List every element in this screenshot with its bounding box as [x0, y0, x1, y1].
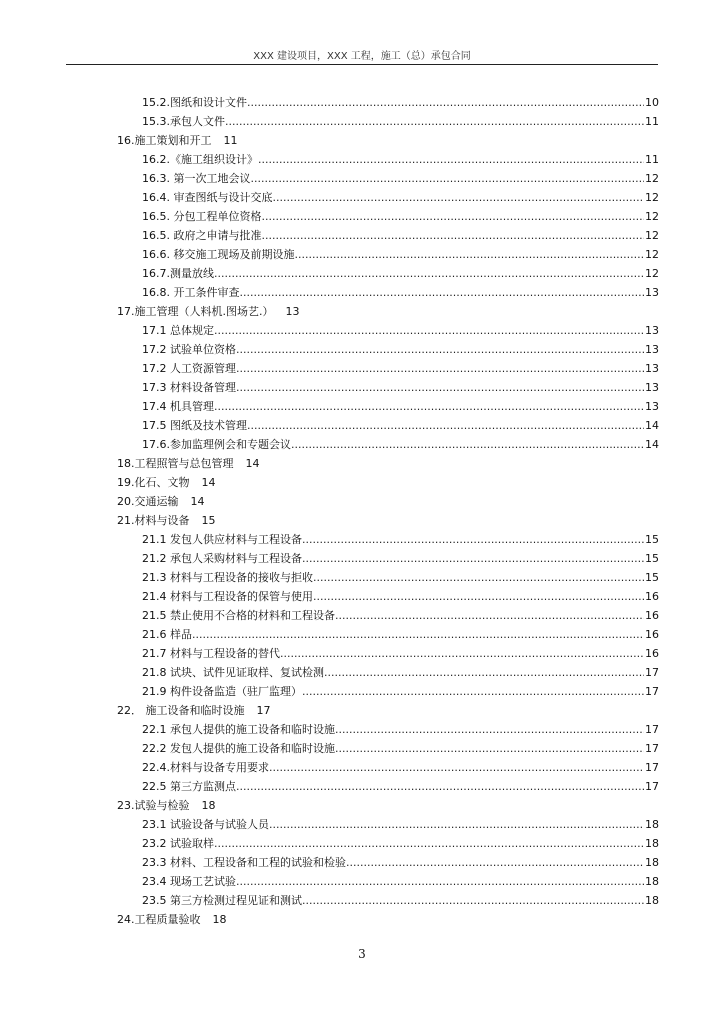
page-number: 3 [358, 947, 366, 961]
toc-entry-page: 13 [645, 286, 659, 299]
toc-chapter-entry[interactable] [117, 302, 659, 321]
toc-entry-page: 16 [645, 647, 659, 660]
toc-dot-leader [335, 606, 644, 625]
toc-dot-leader [214, 397, 644, 416]
toc-section-entry[interactable] [117, 207, 659, 226]
toc-entry-label: 16.8. 开工条件审查 [142, 286, 240, 299]
toc-entry-page: 17 [645, 780, 659, 793]
toc-entry-page: 14 [190, 495, 205, 508]
toc-section-entry[interactable] [117, 834, 659, 853]
toc-dot-leader [251, 169, 645, 188]
toc-entry-page: 18 [645, 894, 659, 907]
toc-entry-label: 19.化石、文物 [117, 476, 190, 489]
toc-entry-page: 15 [645, 533, 659, 546]
toc-dot-leader [302, 530, 644, 549]
toc-entry-page: 12 [645, 172, 659, 185]
toc-dot-leader [302, 891, 644, 910]
toc-dot-leader [313, 587, 644, 606]
toc-section-entry[interactable] [117, 378, 659, 397]
toc-entry-label: 23.1 试验设备与试验人员 [142, 818, 269, 831]
toc-dot-leader [273, 188, 645, 207]
toc-section-entry[interactable] [117, 720, 659, 739]
toc-dot-leader [302, 682, 644, 701]
toc-dot-leader [302, 549, 644, 568]
toc-entry-label: 16.5. 分包工程单位资格 [142, 210, 262, 223]
toc-entry-page: 18 [645, 818, 659, 831]
toc-dot-leader [192, 625, 644, 644]
toc-entry-label: 17.2 人工资源管理 [142, 362, 236, 375]
toc-dot-leader [291, 435, 644, 454]
toc-section-entry[interactable] [117, 283, 659, 302]
toc-section-entry[interactable] [117, 93, 659, 112]
toc-entry-page: 12 [645, 210, 659, 223]
toc-section-entry[interactable] [117, 606, 659, 625]
toc-entry-label: 21.1 发包人供应材料与工程设备 [142, 533, 302, 546]
toc-chapter-entry[interactable] [117, 492, 659, 511]
toc-entry-label: 21.8 试块、试件见证取样、复试检测 [142, 666, 324, 679]
toc-entry-label: 16.6. 移交施工现场及前期设施 [142, 248, 295, 261]
toc-chapter-entry[interactable] [117, 910, 659, 929]
table-of-contents [117, 93, 659, 929]
toc-entry-page: 14 [201, 476, 216, 489]
toc-entry-page: 17 [645, 723, 659, 736]
toc-entry-page: 13 [645, 362, 659, 375]
toc-section-entry[interactable] [117, 359, 659, 378]
toc-entry-label: 21.7 材料与工程设备的替代 [142, 647, 280, 660]
toc-dot-leader [240, 283, 645, 302]
toc-chapter-entry[interactable] [117, 131, 659, 150]
toc-dot-leader [335, 720, 644, 739]
toc-section-entry[interactable] [117, 739, 659, 758]
toc-entry-page: 13 [645, 343, 659, 356]
toc-entry-label: 16.施工策划和开工 [117, 134, 212, 147]
toc-dot-leader [280, 644, 644, 663]
toc-entry-label: 16.7.测量放线 [142, 267, 214, 280]
toc-entry-label: 21.4 材料与工程设备的保管与使用 [142, 590, 313, 603]
toc-dot-leader [269, 758, 644, 777]
toc-entry-label: 21.5 禁止使用不合格的材料和工程设备 [142, 609, 335, 622]
toc-section-entry[interactable] [117, 226, 659, 245]
toc-entry-label: 20.交通运输 [117, 495, 179, 508]
toc-entry-label: 22． 施工设备和临时设施 [117, 704, 245, 717]
toc-section-entry[interactable] [117, 587, 659, 606]
toc-entry-page: 16 [645, 628, 659, 641]
toc-section-entry[interactable] [117, 549, 659, 568]
toc-entry-page: 18 [201, 799, 216, 812]
toc-entry-page: 15 [201, 514, 216, 527]
toc-entry-page: 11 [223, 134, 238, 147]
toc-entry-page: 17 [645, 761, 659, 774]
toc-entry-page: 17 [645, 685, 659, 698]
toc-dot-leader [214, 264, 644, 283]
toc-entry-label: 17.5 图纸及技术管理 [142, 419, 247, 432]
toc-section-entry[interactable] [117, 264, 659, 283]
toc-entry-page: 10 [645, 96, 659, 109]
toc-entry-page: 11 [645, 153, 659, 166]
toc-entry-page: 13 [645, 381, 659, 394]
toc-entry-page: 15 [645, 571, 659, 584]
toc-section-entry[interactable] [117, 568, 659, 587]
toc-entry-label: 21.3 材料与工程设备的接收与拒收 [142, 571, 313, 584]
toc-dot-leader [295, 245, 645, 264]
toc-dot-leader [225, 112, 644, 131]
toc-entry-page: 16 [645, 609, 659, 622]
toc-section-entry[interactable] [117, 416, 659, 435]
toc-dot-leader [247, 416, 644, 435]
toc-dot-leader [236, 359, 644, 378]
toc-section-entry[interactable] [117, 397, 659, 416]
toc-section-entry[interactable] [117, 644, 659, 663]
toc-chapter-entry[interactable] [117, 511, 659, 530]
toc-dot-leader [346, 853, 644, 872]
toc-dot-leader [214, 834, 644, 853]
toc-entry-page: 17 [645, 666, 659, 679]
toc-dot-leader [258, 150, 644, 169]
toc-section-entry[interactable] [117, 245, 659, 264]
toc-entry-label: 21.2 承包人采购材料与工程设备 [142, 552, 302, 565]
toc-entry-page: 14 [645, 438, 659, 451]
toc-entry-page: 13 [645, 400, 659, 413]
toc-dot-leader [324, 663, 644, 682]
toc-entry-label: 23.5 第三方检测过程见证和测试 [142, 894, 302, 907]
toc-entry-page: 11 [645, 115, 659, 128]
toc-section-entry[interactable] [117, 891, 659, 910]
toc-dot-leader [236, 872, 644, 891]
toc-entry-page: 17 [645, 742, 659, 755]
toc-entry-page: 14 [245, 457, 260, 470]
toc-entry-label: 16.3. 第一次工地会议 [142, 172, 251, 185]
toc-entry-label: 17.3 材料设备管理 [142, 381, 236, 394]
toc-entry-page: 18 [645, 856, 659, 869]
toc-section-entry[interactable] [117, 625, 659, 644]
toc-entry-page: 12 [645, 248, 659, 261]
toc-entry-label: 24.工程质量验收 [117, 913, 201, 926]
toc-chapter-entry[interactable] [117, 473, 659, 492]
toc-entry-label: 16.2.《施工组织设计》 [142, 153, 258, 166]
toc-dot-leader [262, 207, 645, 226]
toc-section-entry[interactable] [117, 853, 659, 872]
toc-entry-page: 18 [212, 913, 227, 926]
toc-dot-leader [236, 340, 644, 359]
toc-entry-page: 12 [645, 191, 659, 204]
toc-entry-page: 12 [645, 267, 659, 280]
toc-entry-label: 15.2.图纸和设计文件 [142, 96, 247, 109]
header-rule [66, 64, 658, 65]
toc-section-entry[interactable] [117, 150, 659, 169]
toc-section-entry[interactable] [117, 169, 659, 188]
toc-entry-label: 18.工程照管与总包管理 [117, 457, 234, 470]
toc-entry-label: 21.9 构件设备监造（驻厂监理） [142, 685, 302, 698]
toc-entry-page: 18 [645, 837, 659, 850]
toc-chapter-entry[interactable] [117, 701, 659, 720]
toc-dot-leader [335, 739, 644, 758]
toc-entry-page: 17 [256, 704, 271, 717]
toc-chapter-entry[interactable] [117, 454, 659, 473]
toc-section-entry[interactable] [117, 530, 659, 549]
toc-entry-page: 15 [645, 552, 659, 565]
toc-entry-label: 22.5 第三方监测点 [142, 780, 236, 793]
toc-section-entry[interactable] [117, 682, 659, 701]
toc-entry-label: 23.试验与检验 [117, 799, 190, 812]
toc-section-entry[interactable] [117, 758, 659, 777]
toc-dot-leader [262, 226, 645, 245]
toc-section-entry[interactable] [117, 188, 659, 207]
toc-entry-label: 17.1 总体规定 [142, 324, 214, 337]
toc-entry-label: 17.4 机具管理 [142, 400, 214, 413]
toc-entry-label: 15.3.承包人文件 [142, 115, 225, 128]
running-header: XXX 建设项目，XXX 工程，施工（总）承包合同 [253, 51, 471, 62]
toc-entry-page: 13 [645, 324, 659, 337]
toc-entry-label: 23.3 材料、工程设备和工程的试验和检验 [142, 856, 346, 869]
toc-dot-leader [247, 93, 644, 112]
toc-dot-leader [313, 568, 644, 587]
toc-entry-page: 13 [285, 305, 300, 318]
toc-chapter-entry[interactable] [117, 796, 659, 815]
toc-section-entry[interactable] [117, 112, 659, 131]
toc-dot-leader [236, 378, 644, 397]
toc-entry-label: 21.材料与设备 [117, 514, 190, 527]
toc-entry-page: 18 [645, 875, 659, 888]
toc-entry-label: 17.6.参加监理例会和专题会议 [142, 438, 291, 451]
toc-dot-leader [269, 815, 644, 834]
toc-section-entry[interactable] [117, 663, 659, 682]
toc-dot-leader [214, 321, 644, 340]
toc-entry-page: 12 [645, 229, 659, 242]
toc-entry-page: 16 [645, 590, 659, 603]
toc-entry-label: 17.施工管理（人料机.图场艺.） [117, 305, 274, 318]
toc-entry-label: 21.6 样品 [142, 628, 192, 641]
toc-entry-label: 23.2 试验取样 [142, 837, 214, 850]
toc-entry-label: 22.1 承包人提供的施工设备和临时设施 [142, 723, 335, 736]
toc-entry-label: 17.2 试验单位资格 [142, 343, 236, 356]
toc-section-entry[interactable] [117, 340, 659, 359]
toc-section-entry[interactable] [117, 872, 659, 891]
toc-section-entry[interactable] [117, 435, 659, 454]
toc-entry-label: 23.4 现场工艺试验 [142, 875, 236, 888]
toc-entry-label: 22.4.材料与设备专用要求 [142, 761, 269, 774]
toc-section-entry[interactable] [117, 777, 659, 796]
toc-dot-leader [236, 777, 644, 796]
toc-entry-page: 14 [645, 419, 659, 432]
toc-entry-label: 16.5. 政府之申请与批准 [142, 229, 262, 242]
toc-entry-label: 16.4. 审查图纸与设计交底 [142, 191, 273, 204]
toc-section-entry[interactable] [117, 815, 659, 834]
toc-entry-label: 22.2 发包人提供的施工设备和临时设施 [142, 742, 335, 755]
toc-section-entry[interactable] [117, 321, 659, 340]
